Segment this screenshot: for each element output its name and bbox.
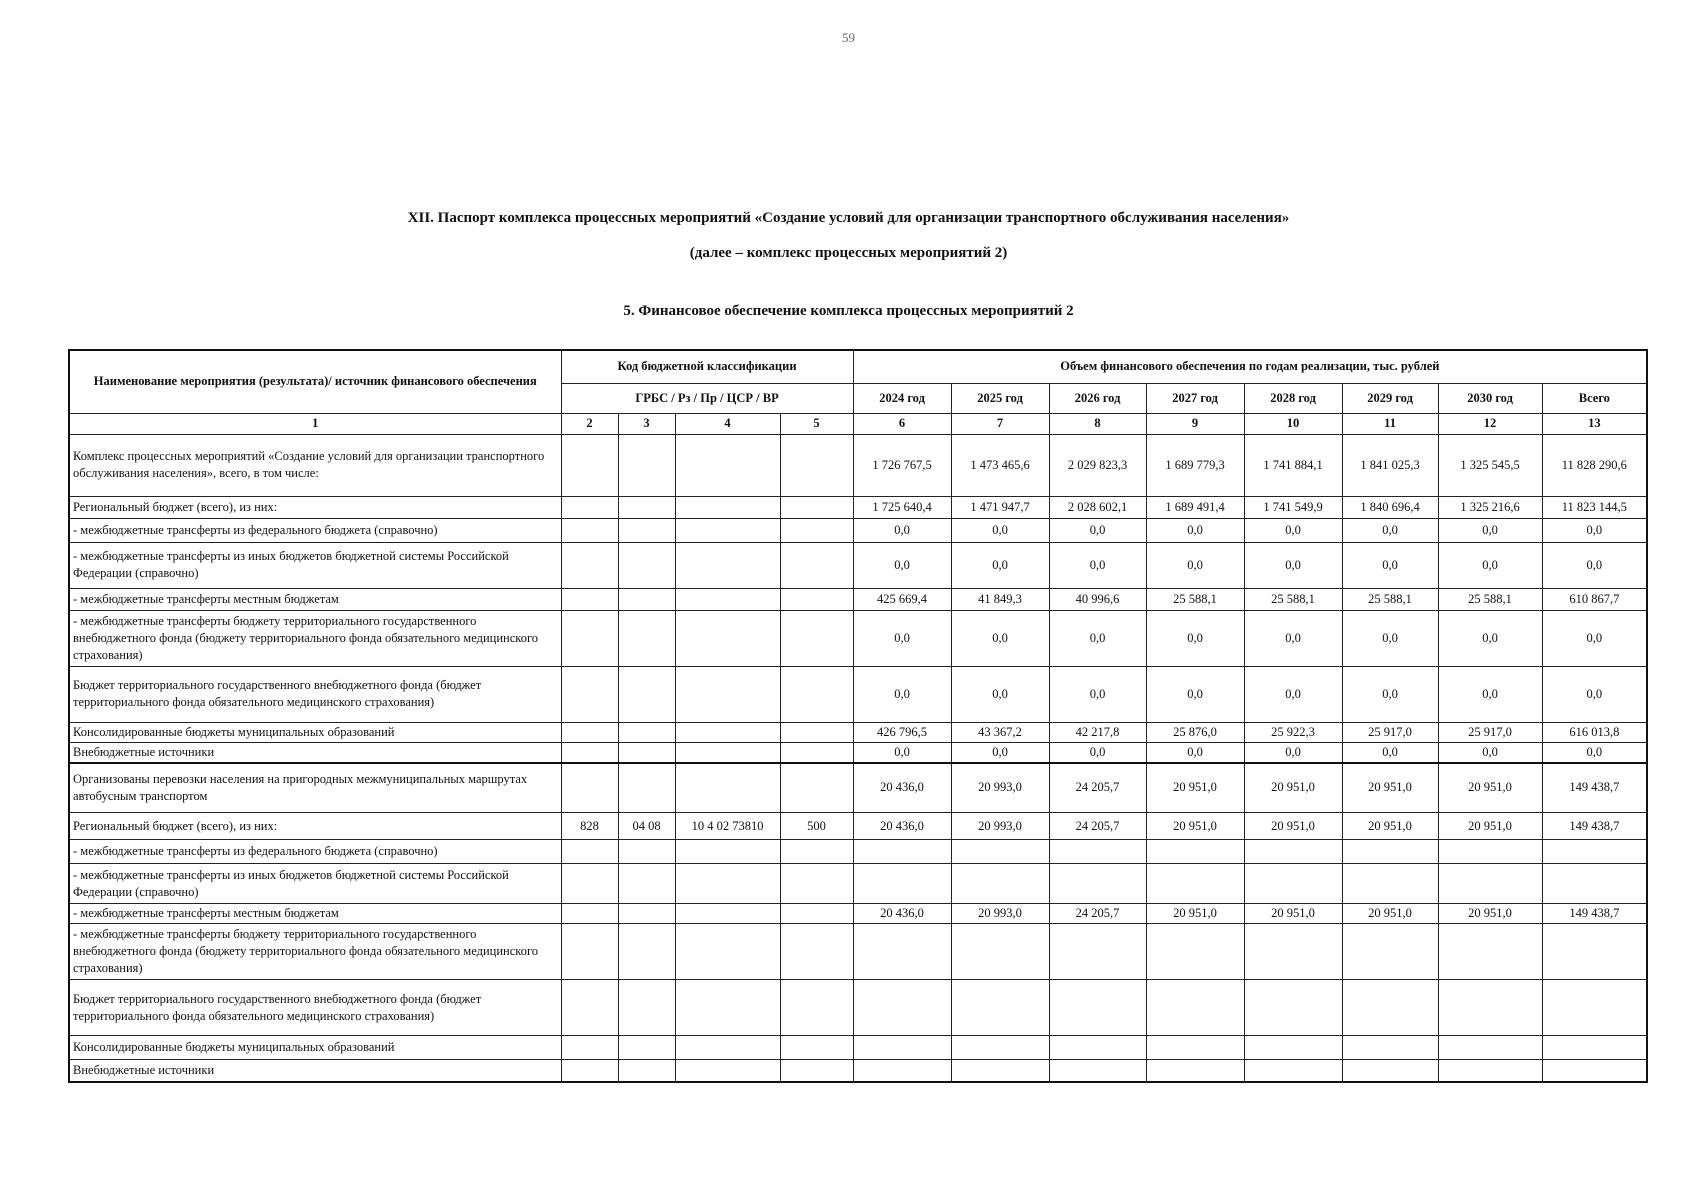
year-value-cell: 25 588,1 — [1438, 588, 1542, 610]
budget-code-cell — [618, 980, 675, 1036]
table-row — [69, 542, 1647, 588]
budget-code-cell — [561, 542, 618, 588]
year-value-cell: 1 741 884,1 — [1244, 434, 1342, 496]
year-value-cell: 20 951,0 — [1146, 763, 1244, 813]
year-value-cell: 1 689 779,3 — [1146, 434, 1244, 496]
header-name-column: Наименование мероприятия (результата)/ источник финансового обеспечения — [69, 350, 561, 413]
row-name: - межбюджетные трансферты из федерального бюджета (справочно) — [69, 518, 561, 542]
year-value-cell: 20 951,0 — [1244, 813, 1342, 840]
row-name: Внебюджетные источники — [69, 742, 561, 763]
budget-code-cell — [675, 496, 780, 518]
year-value-cell: 1 741 549,9 — [1244, 496, 1342, 518]
total-value-cell: 0,0 — [1542, 518, 1647, 542]
row-name: - межбюджетные трансферты бюджету территориального государственного внебюджетного фонда (бюджету территориального фонда обязательного медицинского страхования) — [69, 924, 561, 980]
year-value-cell: 0,0 — [1146, 610, 1244, 666]
table-body — [69, 434, 1647, 1082]
year-value-cell: 20 993,0 — [951, 763, 1049, 813]
total-value-cell — [1542, 1036, 1647, 1060]
budget-code-cell — [675, 1036, 780, 1060]
year-value-cell: 20 951,0 — [1244, 763, 1342, 813]
table-row — [69, 742, 1647, 763]
year-value-cell: 25 917,0 — [1342, 722, 1438, 742]
header-year: 2029 год — [1342, 383, 1438, 413]
year-value-cell: 1 325 545,5 — [1438, 434, 1542, 496]
year-value-cell — [1049, 980, 1146, 1036]
year-value-cell: 40 996,6 — [1049, 588, 1146, 610]
year-value-cell — [1146, 924, 1244, 980]
budget-code-cell — [618, 763, 675, 813]
year-value-cell: 0,0 — [1049, 742, 1146, 763]
budget-code-cell — [675, 722, 780, 742]
table-header — [69, 350, 1647, 434]
year-value-cell: 0,0 — [853, 542, 951, 588]
budget-code-cell — [780, 518, 853, 542]
budget-code-cell — [561, 1060, 618, 1082]
year-value-cell — [951, 924, 1049, 980]
year-value-cell: 1 471 947,7 — [951, 496, 1049, 518]
total-value-cell — [1542, 840, 1647, 864]
year-value-cell: 43 367,2 — [951, 722, 1049, 742]
row-name: Внебюджетные источники — [69, 1060, 561, 1082]
table-row — [69, 904, 1647, 924]
year-value-cell — [1342, 840, 1438, 864]
budget-code-cell — [675, 924, 780, 980]
budget-code-cell — [618, 864, 675, 904]
budget-code-cell — [618, 610, 675, 666]
budget-code-cell: 500 — [780, 813, 853, 840]
budget-code-cell — [780, 1060, 853, 1082]
total-value-cell: 610 867,7 — [1542, 588, 1647, 610]
year-value-cell — [1342, 924, 1438, 980]
year-value-cell: 1 840 696,4 — [1342, 496, 1438, 518]
budget-code-cell — [618, 542, 675, 588]
budget-code-cell: 10 4 02 73810 — [675, 813, 780, 840]
year-value-cell: 25 922,3 — [1244, 722, 1342, 742]
total-value-cell: 11 828 290,6 — [1542, 434, 1647, 496]
budget-code-cell — [780, 496, 853, 518]
passport-subtitle: (далее – комплекс процессных мероприятий 2) — [689, 245, 1008, 261]
column-number: 3 — [618, 413, 675, 434]
year-value-cell: 0,0 — [951, 518, 1049, 542]
year-value-cell: 0,0 — [1342, 610, 1438, 666]
year-value-cell: 0,0 — [1146, 742, 1244, 763]
total-value-cell: 616 013,8 — [1542, 722, 1647, 742]
year-value-cell: 0,0 — [1244, 518, 1342, 542]
year-value-cell: 0,0 — [1146, 666, 1244, 722]
budget-code-cell — [618, 496, 675, 518]
budget-code-cell — [561, 610, 618, 666]
budget-code-cell — [675, 904, 780, 924]
budget-code-cell — [780, 904, 853, 924]
year-value-cell: 0,0 — [1146, 542, 1244, 588]
budget-code-cell — [675, 610, 780, 666]
year-value-cell: 1 325 216,6 — [1438, 496, 1542, 518]
year-value-cell: 1 725 640,4 — [853, 496, 951, 518]
budget-code-cell — [561, 980, 618, 1036]
budget-code-cell — [618, 1036, 675, 1060]
total-value-cell: 0,0 — [1542, 742, 1647, 763]
budget-code-cell — [675, 763, 780, 813]
header-code-group: Код бюджетной классификации — [561, 350, 853, 383]
budget-code-cell — [561, 722, 618, 742]
year-value-cell — [1342, 980, 1438, 1036]
table-row — [69, 1060, 1647, 1082]
budget-code-cell — [780, 864, 853, 904]
budget-code-cell — [618, 904, 675, 924]
budget-code-cell — [780, 666, 853, 722]
year-value-cell: 0,0 — [1244, 610, 1342, 666]
budget-code-cell — [675, 980, 780, 1036]
table-row — [69, 763, 1647, 813]
year-value-cell — [1438, 1036, 1542, 1060]
year-value-cell: 24 205,7 — [1049, 904, 1146, 924]
budget-code-cell — [618, 742, 675, 763]
year-value-cell: 25 588,1 — [1342, 588, 1438, 610]
budget-code-cell — [561, 840, 618, 864]
row-name: - межбюджетные трансферты местным бюджетам — [69, 904, 561, 924]
column-number: 4 — [675, 413, 780, 434]
year-value-cell: 1 726 767,5 — [853, 434, 951, 496]
page-number: 59 — [842, 30, 855, 45]
year-value-cell: 0,0 — [1049, 518, 1146, 542]
header-year: 2025 год — [951, 383, 1049, 413]
budget-code-cell: 04 08 — [618, 813, 675, 840]
year-value-cell: 24 205,7 — [1049, 813, 1146, 840]
budget-code-cell — [675, 666, 780, 722]
budget-code-cell — [561, 864, 618, 904]
year-value-cell: 20 436,0 — [853, 813, 951, 840]
budget-code-cell — [618, 434, 675, 496]
budget-code-cell — [561, 1036, 618, 1060]
year-value-cell — [1049, 1036, 1146, 1060]
budget-code-cell — [561, 434, 618, 496]
year-value-cell: 0,0 — [1342, 742, 1438, 763]
total-value-cell — [1542, 1060, 1647, 1082]
year-value-cell: 20 436,0 — [853, 763, 951, 813]
budget-code-cell — [675, 840, 780, 864]
year-value-cell: 0,0 — [1438, 518, 1542, 542]
year-value-cell — [1244, 980, 1342, 1036]
budget-code-cell — [780, 924, 853, 980]
year-value-cell: 0,0 — [1049, 610, 1146, 666]
year-value-cell: 1 841 025,3 — [1342, 434, 1438, 496]
header-year: 2030 год — [1438, 383, 1542, 413]
year-value-cell: 0,0 — [853, 518, 951, 542]
column-number: 9 — [1146, 413, 1244, 434]
year-value-cell: 20 951,0 — [1342, 763, 1438, 813]
budget-code-cell — [618, 722, 675, 742]
row-name: Комплекс процессных мероприятий «Создание условий для организации транспортного обслуживания населения», всего, в том числе: — [69, 434, 561, 496]
row-name: - межбюджетные трансферты бюджету территориального государственного внебюджетного фонда (бюджету территориального фонда обязательного медицинского страхования) — [69, 610, 561, 666]
column-number: 12 — [1438, 413, 1542, 434]
year-value-cell — [1049, 840, 1146, 864]
budget-code-cell — [780, 542, 853, 588]
table-row — [69, 588, 1647, 610]
header-total: Всего — [1542, 383, 1647, 413]
year-value-cell: 0,0 — [1438, 666, 1542, 722]
column-number: 13 — [1542, 413, 1647, 434]
year-value-cell: 0,0 — [853, 610, 951, 666]
header-year: 2027 год — [1146, 383, 1244, 413]
row-name: - межбюджетные трансферты из иных бюджетов бюджетной системы Российской Федерации (справочно) — [69, 864, 561, 904]
column-number: 2 — [561, 413, 618, 434]
year-value-cell — [1049, 1060, 1146, 1082]
budget-code-cell — [675, 542, 780, 588]
column-number: 5 — [780, 413, 853, 434]
total-value-cell: 149 438,7 — [1542, 813, 1647, 840]
year-value-cell — [1244, 924, 1342, 980]
budget-code-cell — [675, 518, 780, 542]
total-value-cell: 0,0 — [1542, 666, 1647, 722]
total-value-cell — [1542, 924, 1647, 980]
column-number: 8 — [1049, 413, 1146, 434]
budget-code-cell — [780, 1036, 853, 1060]
year-value-cell: 0,0 — [951, 542, 1049, 588]
budget-code-cell — [561, 742, 618, 763]
header-volume-group: Объем финансового обеспечения по годам реализации, тыс. рублей — [853, 350, 1647, 383]
table-row — [69, 496, 1647, 518]
year-value-cell: 20 951,0 — [1438, 763, 1542, 813]
year-value-cell — [951, 1036, 1049, 1060]
budget-code-cell — [618, 1060, 675, 1082]
year-value-cell — [1438, 924, 1542, 980]
year-value-cell: 20 951,0 — [1146, 813, 1244, 840]
row-name: - межбюджетные трансферты из иных бюджетов бюджетной системы Российской Федерации (справочно) — [69, 542, 561, 588]
table-row — [69, 924, 1647, 980]
total-value-cell: 149 438,7 — [1542, 904, 1647, 924]
budget-code-cell — [675, 1060, 780, 1082]
year-value-cell — [1438, 980, 1542, 1036]
year-value-cell: 20 993,0 — [951, 904, 1049, 924]
table-row — [69, 864, 1647, 904]
year-value-cell — [1146, 864, 1244, 904]
year-value-cell — [951, 840, 1049, 864]
section-title: 5. Финансовое обеспечение комплекса процессных мероприятий 2 — [623, 303, 1074, 319]
year-value-cell: 0,0 — [951, 610, 1049, 666]
budget-code-cell — [675, 742, 780, 763]
year-value-cell: 2 028 602,1 — [1049, 496, 1146, 518]
year-value-cell — [1146, 1060, 1244, 1082]
table-row — [69, 518, 1647, 542]
total-value-cell — [1542, 980, 1647, 1036]
budget-code-cell — [561, 666, 618, 722]
budget-code-cell — [561, 496, 618, 518]
year-value-cell — [951, 1060, 1049, 1082]
budget-code-cell — [675, 434, 780, 496]
year-value-cell: 0,0 — [951, 742, 1049, 763]
year-value-cell — [951, 864, 1049, 904]
row-name: Региональный бюджет (всего), из них: — [69, 813, 561, 840]
year-value-cell: 1 689 491,4 — [1146, 496, 1244, 518]
budget-code-cell — [618, 518, 675, 542]
year-value-cell: 0,0 — [1244, 542, 1342, 588]
row-name: - межбюджетные трансферты местным бюджетам — [69, 588, 561, 610]
year-value-cell: 0,0 — [853, 666, 951, 722]
year-value-cell: 425 669,4 — [853, 588, 951, 610]
year-value-cell: 0,0 — [1342, 542, 1438, 588]
budget-code-cell — [561, 763, 618, 813]
table-row — [69, 666, 1647, 722]
budget-code-cell — [780, 610, 853, 666]
table-row — [69, 840, 1647, 864]
year-value-cell — [951, 980, 1049, 1036]
year-value-cell: 20 951,0 — [1244, 904, 1342, 924]
budget-code-cell: 828 — [561, 813, 618, 840]
year-value-cell — [1049, 924, 1146, 980]
year-value-cell: 20 951,0 — [1342, 904, 1438, 924]
header-year: 2024 год — [853, 383, 951, 413]
financing-table — [68, 349, 1648, 1083]
year-value-cell — [1244, 864, 1342, 904]
year-value-cell — [853, 864, 951, 904]
column-number: 7 — [951, 413, 1049, 434]
year-value-cell: 41 849,3 — [951, 588, 1049, 610]
passport-title: XII. Паспорт комплекса процессных мероприятий «Создание условий для организации транспортного обслуживания населения» — [407, 210, 1290, 226]
year-value-cell — [1342, 1060, 1438, 1082]
year-value-cell: 426 796,5 — [853, 722, 951, 742]
year-value-cell: 20 993,0 — [951, 813, 1049, 840]
year-value-cell — [1244, 1060, 1342, 1082]
year-value-cell: 0,0 — [853, 742, 951, 763]
year-value-cell: 0,0 — [1342, 666, 1438, 722]
year-value-cell — [853, 1060, 951, 1082]
header-code-sub: ГРБС / Рз / Пр / ЦСР / ВР — [561, 383, 853, 413]
year-value-cell: 25 917,0 — [1438, 722, 1542, 742]
year-value-cell: 0,0 — [1146, 518, 1244, 542]
year-value-cell: 20 951,0 — [1438, 904, 1542, 924]
year-value-cell — [1342, 1036, 1438, 1060]
year-value-cell: 2 029 823,3 — [1049, 434, 1146, 496]
year-value-cell: 24 205,7 — [1049, 763, 1146, 813]
budget-code-cell — [618, 840, 675, 864]
year-value-cell: 0,0 — [1049, 666, 1146, 722]
year-value-cell — [1049, 864, 1146, 904]
budget-code-cell — [780, 434, 853, 496]
year-value-cell: 1 473 465,6 — [951, 434, 1049, 496]
table-row — [69, 722, 1647, 742]
year-value-cell: 20 951,0 — [1342, 813, 1438, 840]
year-value-cell — [1244, 840, 1342, 864]
budget-code-cell — [561, 518, 618, 542]
year-value-cell — [1146, 980, 1244, 1036]
year-value-cell: 42 217,8 — [1049, 722, 1146, 742]
year-value-cell: 0,0 — [1049, 542, 1146, 588]
budget-code-cell — [675, 864, 780, 904]
total-value-cell: 149 438,7 — [1542, 763, 1647, 813]
year-value-cell — [1146, 840, 1244, 864]
budget-code-cell — [780, 980, 853, 1036]
year-value-cell — [853, 840, 951, 864]
column-number: 11 — [1342, 413, 1438, 434]
year-value-cell: 0,0 — [951, 666, 1049, 722]
total-value-cell: 11 823 144,5 — [1542, 496, 1647, 518]
year-value-cell: 0,0 — [1244, 666, 1342, 722]
row-name: Консолидированные бюджеты муниципальных образований — [69, 722, 561, 742]
table-row — [69, 1036, 1647, 1060]
column-number: 1 — [69, 413, 561, 434]
year-value-cell — [853, 924, 951, 980]
year-value-cell — [1342, 864, 1438, 904]
header-year: 2026 год — [1049, 383, 1146, 413]
year-value-cell — [1438, 840, 1542, 864]
row-name: Бюджет территориального государственного внебюджетного фонда (бюджет территориального фонда обязательного медицинского страхования) — [69, 666, 561, 722]
year-value-cell: 0,0 — [1438, 610, 1542, 666]
table-row — [69, 980, 1647, 1036]
header-year: 2028 год — [1244, 383, 1342, 413]
budget-code-cell — [561, 588, 618, 610]
year-value-cell — [1244, 1036, 1342, 1060]
total-value-cell: 0,0 — [1542, 610, 1647, 666]
year-value-cell: 20 951,0 — [1146, 904, 1244, 924]
table-row — [69, 813, 1647, 840]
year-value-cell: 25 588,1 — [1146, 588, 1244, 610]
year-value-cell: 20 436,0 — [853, 904, 951, 924]
budget-code-cell — [675, 588, 780, 610]
year-value-cell: 0,0 — [1438, 742, 1542, 763]
year-value-cell: 20 951,0 — [1438, 813, 1542, 840]
budget-code-cell — [780, 722, 853, 742]
budget-code-cell — [618, 588, 675, 610]
budget-code-cell — [561, 904, 618, 924]
row-name: Бюджет территориального государственного внебюджетного фонда (бюджет территориального фонда обязательного медицинского страхования) — [69, 980, 561, 1036]
budget-code-cell — [780, 588, 853, 610]
year-value-cell — [853, 980, 951, 1036]
budget-code-cell — [618, 666, 675, 722]
column-number: 6 — [853, 413, 951, 434]
budget-code-cell — [780, 763, 853, 813]
row-name: Организованы перевозки населения на пригородных межмуниципальных маршрутах автобусным транспортом — [69, 763, 561, 813]
row-name: Региональный бюджет (всего), из них: — [69, 496, 561, 518]
budget-code-cell — [780, 840, 853, 864]
row-name: Консолидированные бюджеты муниципальных образований — [69, 1036, 561, 1060]
year-value-cell — [1438, 864, 1542, 904]
total-value-cell — [1542, 864, 1647, 904]
year-value-cell: 0,0 — [1342, 518, 1438, 542]
year-value-cell — [853, 1036, 951, 1060]
row-name: - межбюджетные трансферты из федерального бюджета (справочно) — [69, 840, 561, 864]
column-number: 10 — [1244, 413, 1342, 434]
budget-code-cell — [618, 924, 675, 980]
year-value-cell — [1146, 1036, 1244, 1060]
year-value-cell: 0,0 — [1438, 542, 1542, 588]
budget-code-cell — [780, 742, 853, 763]
budget-code-cell — [561, 924, 618, 980]
total-value-cell: 0,0 — [1542, 542, 1647, 588]
table-row — [69, 610, 1647, 666]
table-row — [69, 434, 1647, 496]
year-value-cell — [1438, 1060, 1542, 1082]
year-value-cell: 25 876,0 — [1146, 722, 1244, 742]
year-value-cell: 0,0 — [1244, 742, 1342, 763]
year-value-cell: 25 588,1 — [1244, 588, 1342, 610]
